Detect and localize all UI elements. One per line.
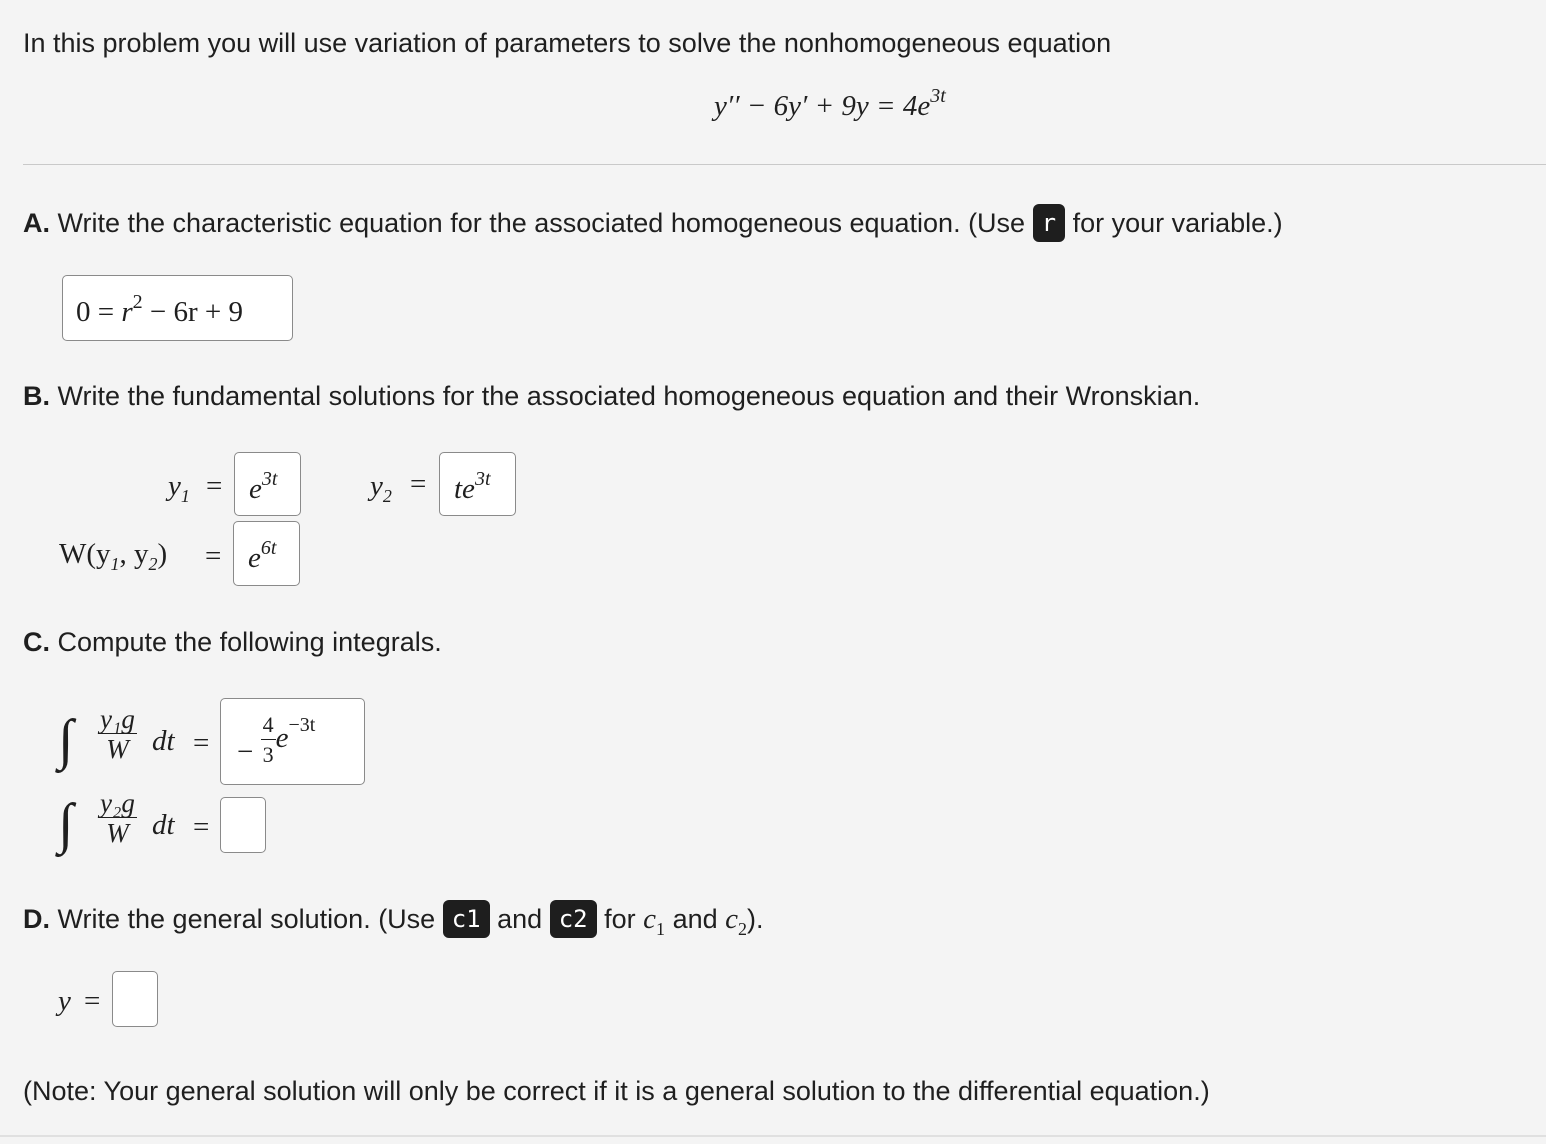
part-d-text: Write the general solution. (Use bbox=[57, 904, 436, 934]
integral-2-denominator: W bbox=[106, 818, 129, 848]
part-c-text: Compute the following integrals. bbox=[57, 627, 442, 657]
y1-value bbox=[249, 468, 278, 506]
wronskian-field[interactable] bbox=[233, 521, 300, 586]
section-divider bbox=[23, 164, 1546, 165]
wronskian-label bbox=[59, 538, 168, 574]
integral-1-fraction bbox=[98, 705, 137, 764]
part-a-label: A. bbox=[23, 208, 50, 238]
y1-exp: 3t bbox=[261, 468, 278, 490]
integral-1-answer-num: 4 bbox=[261, 711, 276, 740]
integral-2-equals: = bbox=[193, 811, 210, 843]
part-a-text: Write the characteristic equation for the associated homogeneous equation. (Use bbox=[57, 208, 1026, 238]
integral-2-field[interactable] bbox=[220, 797, 266, 853]
integral-1-answer-exp: −3t bbox=[288, 714, 316, 737]
part-b-label: B. bbox=[23, 381, 50, 411]
integral-2-dt: dt bbox=[152, 809, 175, 841]
integral-2-fraction bbox=[98, 789, 137, 848]
y2-subscript: 2 bbox=[382, 486, 392, 506]
answer-rest: − 6r + 9 bbox=[142, 296, 244, 328]
y-equals: = bbox=[84, 985, 101, 1017]
integral-1-numerator: y₁g bbox=[100, 704, 135, 734]
y2-value bbox=[454, 468, 491, 506]
c1-key-badge: c1 bbox=[443, 900, 490, 938]
part-c-prompt bbox=[23, 627, 442, 658]
y1-label bbox=[168, 470, 190, 506]
y1-base: e bbox=[249, 473, 262, 505]
integral-1-dt: dt bbox=[152, 725, 175, 757]
answer-var: r bbox=[121, 296, 133, 328]
integral-sign-2: ∫ bbox=[58, 793, 74, 855]
y1-field[interactable] bbox=[234, 452, 301, 516]
c1-base: c bbox=[643, 903, 657, 935]
y2-exp: 3t bbox=[474, 468, 491, 490]
part-d-label: D. bbox=[23, 904, 50, 934]
integral-1-equals: = bbox=[193, 727, 210, 759]
c1-symbol bbox=[643, 903, 666, 939]
y2-symbol: y bbox=[370, 470, 383, 502]
integral-1-sign: − bbox=[237, 736, 254, 769]
y1-symbol: y bbox=[168, 470, 181, 502]
characteristic-equation-value bbox=[76, 291, 244, 329]
general-solution-field[interactable] bbox=[112, 971, 158, 1027]
part-d-text-end: ). bbox=[747, 904, 764, 934]
wronskian-equals: = bbox=[205, 540, 222, 572]
w-base: e bbox=[248, 542, 261, 574]
w-sub1: 1 bbox=[110, 554, 120, 574]
variable-key-badge: r bbox=[1033, 204, 1065, 242]
c2-sub: 2 bbox=[738, 919, 748, 939]
bottom-divider bbox=[0, 1135, 1546, 1137]
integral-1-answer-base: e bbox=[275, 722, 289, 755]
part-b-text: Write the fundamental solutions for the associated homogeneous equation and their Wronskian. bbox=[57, 381, 1201, 411]
part-d-for: for bbox=[604, 904, 636, 934]
wronskian-value bbox=[248, 537, 277, 575]
intro-text: In this problem you will use variation of parameters to solve the nonhomogeneous equation bbox=[23, 28, 1112, 58]
integral-1-denominator: W bbox=[106, 734, 129, 764]
part-c-label: C. bbox=[23, 627, 50, 657]
c2-key-badge: c2 bbox=[550, 900, 597, 938]
answer-prefix: 0 = bbox=[76, 296, 122, 328]
ode-exponent: 3t bbox=[930, 85, 946, 107]
part-d-and-2: and bbox=[672, 904, 718, 934]
w-sub2: 2 bbox=[148, 554, 158, 574]
w-mid: , y bbox=[119, 538, 149, 570]
c2-symbol bbox=[725, 903, 748, 939]
integral-1-answer-den: 3 bbox=[262, 742, 274, 767]
c2-base: c bbox=[725, 903, 739, 935]
y2-label bbox=[370, 470, 392, 506]
part-a-prompt bbox=[23, 204, 1283, 242]
ode-lhs: y′′ − 6y′ + 9y = 4e bbox=[714, 90, 931, 122]
y1-equals: = bbox=[206, 470, 223, 502]
y1-subscript: 1 bbox=[180, 486, 190, 506]
integral-2-numerator: y₂g bbox=[100, 788, 135, 818]
part-b-prompt bbox=[23, 381, 1200, 412]
w-start: W(y bbox=[59, 538, 111, 570]
ode-equation bbox=[714, 85, 946, 123]
y-label: y bbox=[58, 985, 71, 1017]
part-d-prompt bbox=[23, 900, 764, 938]
w-end: ) bbox=[157, 538, 168, 570]
integral-1-value bbox=[237, 711, 315, 770]
integral-sign-1: ∫ bbox=[58, 709, 74, 771]
c1-sub: 1 bbox=[656, 919, 666, 939]
y2-base: te bbox=[454, 473, 475, 505]
y2-equals: = bbox=[410, 468, 427, 500]
integral-1-field[interactable] bbox=[220, 698, 365, 785]
part-d-and: and bbox=[497, 904, 543, 934]
part-a-text-end: for your variable.) bbox=[1072, 208, 1283, 238]
w-exp: 6t bbox=[260, 537, 277, 559]
answer-power: 2 bbox=[132, 291, 143, 313]
y2-field[interactable] bbox=[439, 452, 516, 516]
characteristic-equation-field[interactable] bbox=[62, 275, 293, 341]
note-text: (Note: Your general solution will only be correct if it is a general solution to the differential equation.) bbox=[23, 1076, 1210, 1106]
